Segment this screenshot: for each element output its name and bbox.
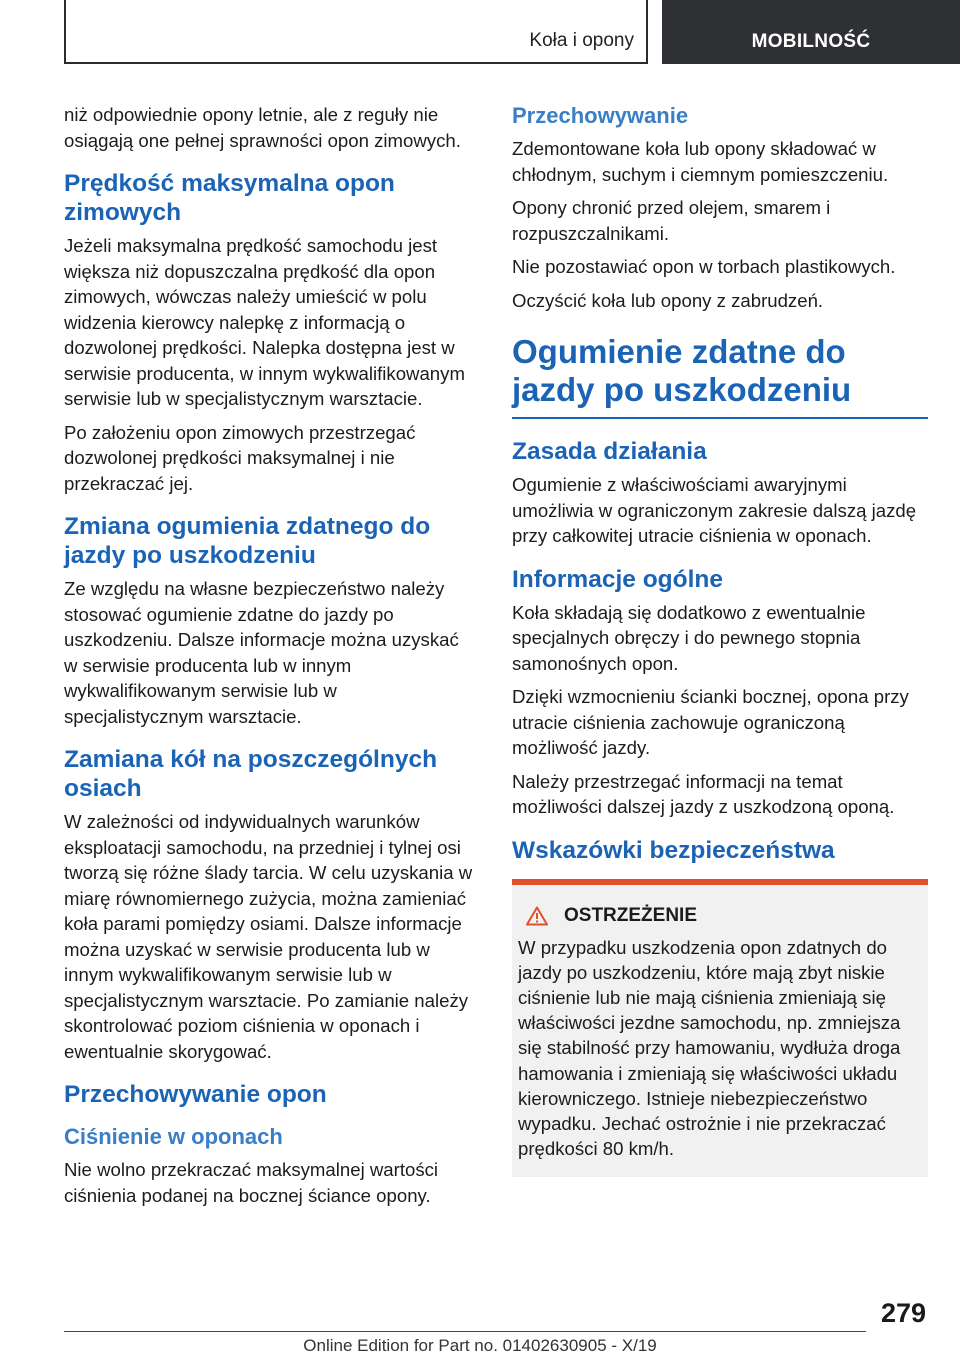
intro-paragraph: niż odpowiednie opony letnie, ale z reguły nie osiągają one pełnej sprawności opon zimowych. — [64, 104, 461, 151]
left-column — [64, 102, 476, 1216]
heading-runflat-change: Zmiana ogumienia zdatnego do jazdy po uszkodzeniu — [64, 513, 431, 569]
heading-tire-storage: Przechowywanie opon — [64, 1081, 327, 1108]
paragraph-runflat-change: Ze względu na własne bezpieczeństwo należy stosować ogumienie zdatne do jazdy po uszkodzeniu. Dalsze informacje można uzyskać w serwisie producenta lub w innym wykwalifikowanym serwisie lub w specjalistycznym warsztacie. — [64, 578, 459, 727]
warning-title: OSTRZEŻENIE — [564, 904, 698, 926]
heading-runflat-tires: Ogumienie zdatne do jazdy po uszkodzeniu — [512, 333, 928, 419]
paragraph-storing-3: Nie pozostawiać opon w torbach plastikowych. — [512, 256, 896, 277]
footer-divider — [64, 1331, 866, 1332]
warning-triangle-icon — [526, 906, 548, 926]
paragraph-storing-4: Oczyścić koła lub opony z zabrudzeń. — [512, 289, 824, 311]
heading-general-info: Informacje ogólne — [512, 565, 724, 593]
heading-wheel-swap: Zamiana kół na poszczególnych osiach — [64, 746, 438, 802]
header-section-box — [64, 0, 648, 64]
heading-storing: Przechowywanie — [512, 103, 689, 128]
paragraph-general-1: Koła składają się dodatkowo z ewentualnie specjalnych obręczy i do pewnego stopnia samonośnych opon. — [512, 601, 866, 674]
header-chapter-tab — [662, 0, 960, 64]
paragraph-storing-1: Zdemontowane koła lub opony składować w chłodnym, suchym i ciemnym pomieszczeniu. — [512, 138, 889, 185]
paragraph-principle: Ogumienie z właściwościami awaryjnymi umożliwia w ograniczonym zakresie dalszą jazdę przy całkowitej utracie ciśnienia w oponach. — [512, 474, 917, 546]
heading-max-speed: Prędkość maksymalna opon zimowych — [64, 170, 395, 226]
heading-safety-notes: Wskazówki bezpieczeństwa — [512, 836, 835, 864]
header-chapter-label: MOBILNOŚĆ — [751, 31, 871, 52]
warning-header — [518, 905, 922, 927]
warning-text: W przypadku uszkodzenia opon zdatnych do jazdy po uszkodzeniu, które mają zbyt niskie ciśnienie lub nie mają ciśnienia zmieniają się właściwości jezdne samochodu, np. zmniejsza się stabilność przy hamowaniu, wydłuża droga hamowania i zmieniają się właściwości układu kierowniczego. Istnieje niebezpieczeństwo wypadku. Jechać ostrożnie i nie przekraczać prędkości 80 km/h. — [518, 936, 901, 1160]
page-number: 279 — [880, 1298, 926, 1328]
paragraph-storing-2: Opony chronić przed olejem, smarem i rozpuszczalnikami. — [512, 197, 831, 244]
paragraph-wheel-swap: W zależności od indywidualnych warunków eksploatacji samochodu, na przedniej i tylnej osi tworzą się różne ślady tarcia. W celu uzyskania w miarę równomiernego zużycia, można zamieniać koła parami pomiędzy osiami. Dalsze informacje można uzyskać w serwisie producenta lub w innym wykwalifikowanym serwisie lub w specjalistycznym warsztacie. Po zamianie należy skontrolować poziom ciśnienia w oponach i ewentualnie skorygować. — [64, 811, 473, 1062]
paragraph-tire-pressure: Nie wolno przekraczać maksymalnej wartości ciśnienia podanej na bocznej ściance opony. — [64, 1159, 439, 1206]
paragraph-max-speed-1: Jeżeli maksymalna prędkość samochodu jest większa niż dopuszczalna prędkość dla opon zimowych, wówczas należy umieścić w polu widzenia kierowcy nalepkę z informacją o dozwolonej prędkości. Nalepka dostępna jest w serwisie producenta, w innym wykwalifikowanym serwisie lub w specjalistycznym warsztacie. — [64, 235, 465, 409]
header-section-title: Koła i opony — [529, 30, 634, 51]
paragraph-max-speed-2: Po założeniu opon zimowych przestrzegać dozwolonej prędkości maksymalnej i nie przekraczać jej. — [64, 421, 416, 494]
footer-edition: Online Edition for Part no. 01402630905 - X/19 — [303, 1336, 657, 1355]
right-column — [512, 102, 928, 1177]
paragraph-general-3: Należy przestrzegać informacji na temat możliwości dalszej jazdy z uszkodzoną oponą. — [512, 770, 895, 817]
warning-box — [512, 879, 928, 1178]
paragraph-general-2: Dzięki wzmocnieniu ścianki bocznej, opona przy utracie ciśnienia zachowuje ograniczoną możliwość jazdy. — [512, 686, 909, 758]
heading-principle: Zasada działania — [512, 438, 707, 465]
heading-tire-pressure: Ciśnienie w oponach — [64, 1124, 283, 1149]
